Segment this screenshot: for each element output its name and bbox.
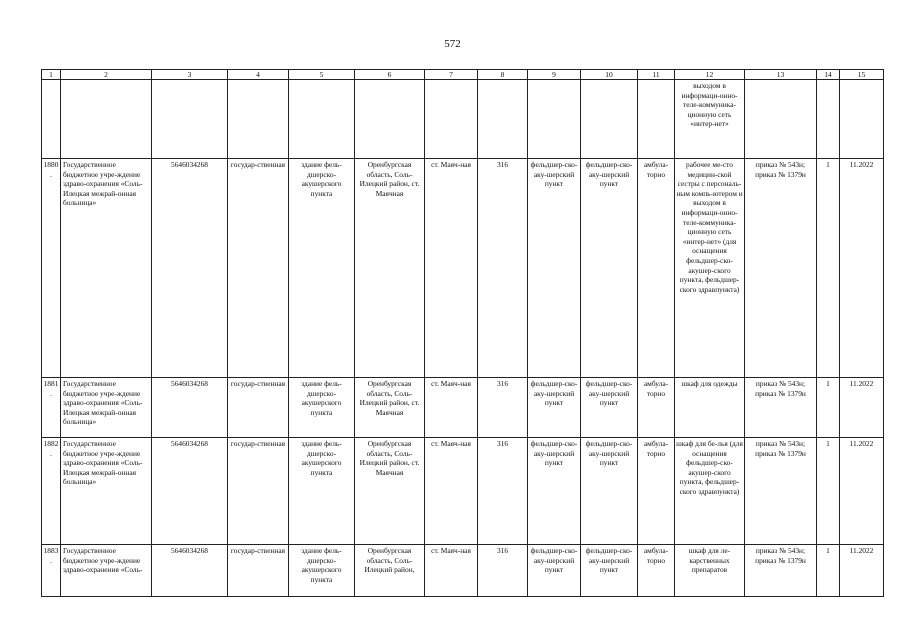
inn-cell: 5646034268 (152, 159, 228, 378)
inn-cell: 5646034268 (152, 378, 228, 438)
type-cell: фельдшер-ско-аку-шерский пункт (528, 159, 581, 378)
column-number: 12 (675, 70, 745, 80)
building-cell: здание фель-дшерско-акушерского пункта (289, 545, 355, 597)
table-row (42, 545, 884, 597)
ownership-cell: государ-ственная (228, 438, 289, 545)
column-number: 10 (581, 70, 638, 80)
equipment-cell: шкаф для бе-лья (для оснащения фельдшер-ско-акушер-ского пункта, фельдшер-ского здравпункта) (675, 438, 745, 545)
date-cell: 11.2022 (840, 159, 884, 378)
column-number: 15 (840, 70, 884, 80)
column-number: 3 (152, 70, 228, 80)
column-number: 13 (745, 70, 817, 80)
column-number: 6 (355, 70, 425, 80)
column-number: 8 (478, 70, 528, 80)
type-cell: фельдшер-ско-аку-шерский пункт (581, 378, 638, 438)
column-number: 5 (289, 70, 355, 80)
count-cell: 316 (478, 159, 528, 378)
settlement-cell: ст. Маяч-ная (425, 438, 478, 545)
count-cell: 316 (478, 378, 528, 438)
ownership-cell: государ-ственная (228, 378, 289, 438)
count-cell: 316 (478, 438, 528, 545)
table-row-continuation (42, 80, 884, 159)
type-cell: фельдшер-ско-аку-шерский пункт (581, 438, 638, 545)
care-cell: амбула-торно (638, 378, 675, 438)
row-number: 1882. (42, 438, 61, 545)
row-number: 1881. (42, 378, 61, 438)
address-cell: Оренбургская область, Соль-Илецкий район, (355, 545, 425, 597)
column-number: 4 (228, 70, 289, 80)
type-cell: фельдшер-ско-аку-шерский пункт (528, 378, 581, 438)
order-cell: приказ № 543н; приказ № 1379н (745, 378, 817, 438)
inn-cell: 5646034268 (152, 545, 228, 597)
table-row (42, 378, 884, 438)
equipment-table (41, 69, 884, 597)
row-number: 1883. (42, 545, 61, 597)
column-number-row (42, 70, 884, 80)
column-number: 14 (817, 70, 840, 80)
address-cell: Оренбургская область, Соль-Илецкий район, ст. Маячная (355, 159, 425, 378)
settlement-cell: ст. Маяч-ная (425, 545, 478, 597)
address-cell: Оренбургская область, Соль-Илецкий район, ст. Маячная (355, 378, 425, 438)
building-cell: здание фель-дшерско-акушерского пункта (289, 159, 355, 378)
building-cell: здание фель-дшерско-акушерского пункта (289, 378, 355, 438)
equipment-cell: рабочее ме-сто медицин-ской сестры с персональ-ным компь-ютером и выходом в информаци-онно-теле-коммуника-ционную сеть «интер-нет» (для оснащения фельдшер-ско-акушер-ского пункта, фельдшер-ского здравпункта) (675, 159, 745, 378)
row-number: 1880. (42, 159, 61, 378)
quantity-cell: 1 (817, 438, 840, 545)
inn-cell: 5646034268 (152, 438, 228, 545)
care-cell: амбула-торно (638, 438, 675, 545)
organization-cell: Государственное бюджетное учре-ждение здраво-охранения «Соль-Илецкая межрай-онная больница» (61, 378, 152, 438)
organization-cell: Государственное бюджетное учре-ждение здраво-охранения «Соль-Илецкая межрай-онная больница» (61, 438, 152, 545)
column-number: 11 (638, 70, 675, 80)
equipment-cell: шкаф для одежды (675, 378, 745, 438)
count-cell: 316 (478, 545, 528, 597)
address-cell: Оренбургская область, Соль-Илецкий район, ст. Маячная (355, 438, 425, 545)
date-cell: 11.2022 (840, 438, 884, 545)
ownership-cell: государ-ственная (228, 159, 289, 378)
order-cell: приказ № 543н; приказ № 1379н (745, 159, 817, 378)
table-row (42, 438, 884, 545)
care-cell: амбула-торно (638, 159, 675, 378)
care-cell: амбула-торно (638, 545, 675, 597)
quantity-cell: 1 (817, 545, 840, 597)
column-number: 9 (528, 70, 581, 80)
table-row (42, 159, 884, 378)
equipment-cell: выходом в информаци-онно-теле-коммуника-ционную сеть «интер-нет» (675, 80, 745, 159)
column-number: 2 (61, 70, 152, 80)
organization-cell: Государственное бюджетное учре-ждение здраво-охранения «Соль- (61, 545, 152, 597)
type-cell: фельдшер-ско-аку-шерский пункт (528, 438, 581, 545)
type-cell: фельдшер-ско-аку-шерский пункт (581, 545, 638, 597)
quantity-cell: 1 (817, 159, 840, 378)
ownership-cell: государ-ственная (228, 545, 289, 597)
date-cell: 11.2022 (840, 545, 884, 597)
type-cell: фельдшер-ско-аку-шерский пункт (581, 159, 638, 378)
page-number: 572 (444, 38, 461, 50)
building-cell: здание фель-дшерско-акушерского пункта (289, 438, 355, 545)
settlement-cell: ст. Маяч-ная (425, 159, 478, 378)
date-cell: 11.2022 (840, 378, 884, 438)
quantity-cell: 1 (817, 378, 840, 438)
type-cell: фельдшер-ско-аку-шерский пункт (528, 545, 581, 597)
order-cell: приказ № 543н; приказ № 1379н (745, 438, 817, 545)
settlement-cell: ст. Маяч-ная (425, 378, 478, 438)
column-number: 1 (42, 70, 61, 80)
order-cell: приказ № 543н; приказ № 1379н (745, 545, 817, 597)
organization-cell: Государственное бюджетное учре-ждение здраво-охранения «Соль-Илецкая межрай-онная больница» (61, 159, 152, 378)
column-number: 7 (425, 70, 478, 80)
equipment-cell: шкаф для ле-карственных препаратов (675, 545, 745, 597)
